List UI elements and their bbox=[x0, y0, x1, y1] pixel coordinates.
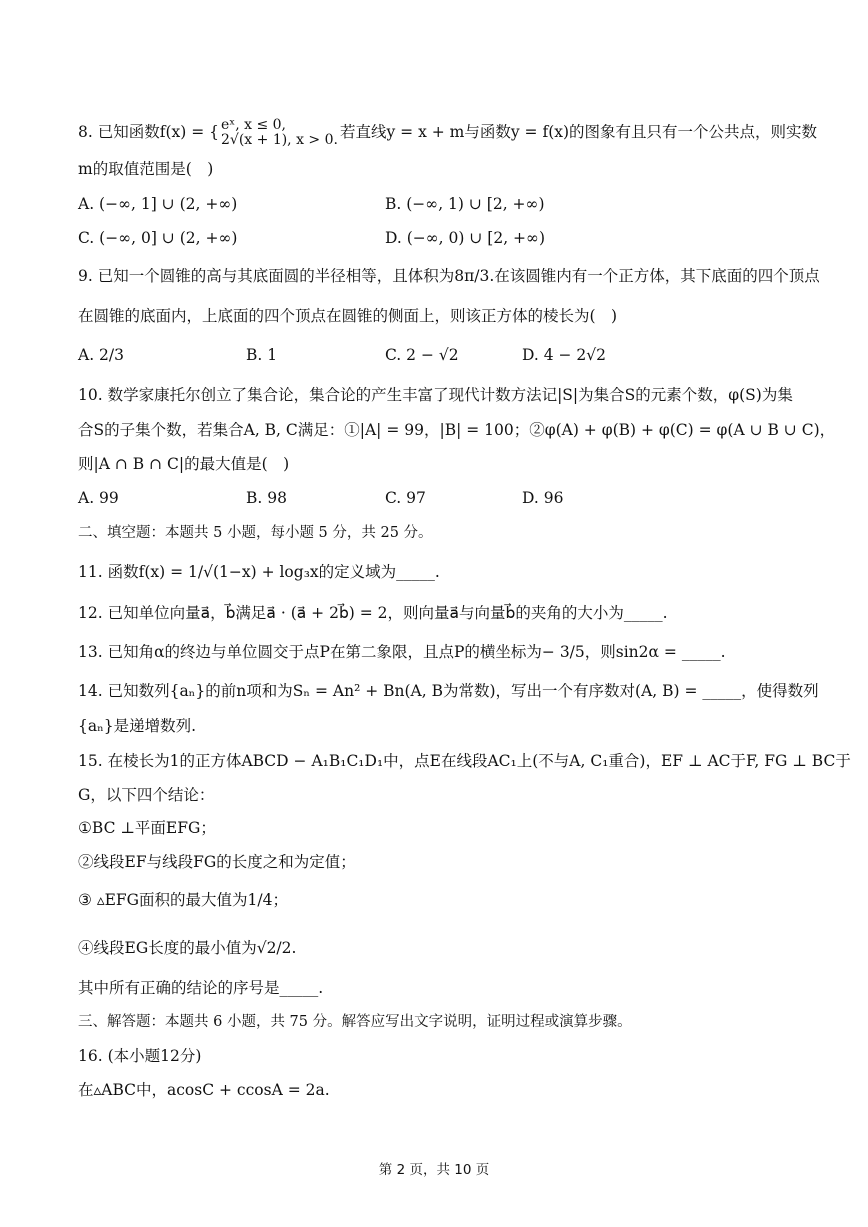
question-15-line-1: 15. 在棱长为1的正方体ABCD − A₁B₁C₁D₁中，点E在线段AC₁上(不与A, C₁重合)，EF ⊥ AC于F, FG ⊥ BC于 bbox=[78, 752, 851, 770]
q8-piecewise bbox=[221, 118, 338, 148]
question-12: 12. 已知单位向量a⃗，b⃗满足a⃗ · (a⃗ + 2b⃗) = 2，则向量a⃗与向量b⃗的夹角的大小为_____. bbox=[78, 604, 668, 622]
page-footer: 第 2 页，共 10 页 bbox=[378, 1162, 490, 1178]
q8-option-c: C. (−∞, 0] ∪ (2, +∞) bbox=[78, 229, 238, 247]
question-16-title: 16. (本小题12分) bbox=[78, 1047, 202, 1065]
question-10-line-1: 10. 数学家康托尔创立了集合论，集合论的产生丰富了现代计数方法记|S|为集合S的元素个数，φ(S)为集 bbox=[78, 386, 793, 404]
section-2-heading: 二、填空题：本题共 5 小题，每小题 5 分，共 25 分。 bbox=[78, 525, 433, 541]
q10-option-c: C. 97 bbox=[385, 489, 426, 507]
q9-option-a: A. 2/3 bbox=[78, 346, 124, 364]
question-16-line-1: 在▵ABC中，acosC + ccosA = 2a. bbox=[78, 1081, 330, 1099]
q8-option-d: D. (−∞, 0) ∪ [2, +∞) bbox=[385, 229, 545, 247]
q10-option-a: A. 99 bbox=[78, 489, 119, 507]
q8-piece-top: eˣ, x ≤ 0, bbox=[221, 117, 287, 133]
q15-conclusion-4: ④线段EG长度的最小值为√2/2. bbox=[78, 939, 297, 957]
q8-prefix: 8. 已知函数f(x) = { bbox=[78, 123, 219, 141]
q10-option-b: B. 98 bbox=[246, 489, 287, 507]
question-15-line-2: G，以下四个结论： bbox=[78, 786, 215, 804]
question-9-line-2: 在圆锥的底面内，上底面的四个顶点在圆锥的侧面上，则该正方体的棱长为( ) bbox=[78, 307, 618, 325]
q15-conclusion-2: ②线段EF与线段FG的长度之和为定值； bbox=[78, 853, 356, 871]
q8-suffix: 若直线y = x + m与函数y = f(x)的图象有且只有一个公共点，则实数 bbox=[339, 123, 818, 141]
question-11: 11. 函数f(x) = 1/√(1−x) + log₃x的定义域为_____. bbox=[78, 563, 440, 581]
q8-option-a: A. (−∞, 1] ∪ (2, +∞) bbox=[78, 195, 238, 213]
question-14-line-1: 14. 已知数列{aₙ}的前n项和为Sₙ = An² + Bn(A, B为常数)，写出一个有序数对(A, B) = _____，使得数列 bbox=[78, 682, 819, 700]
q8-option-b: B. (−∞, 1) ∪ [2, +∞) bbox=[385, 195, 545, 213]
q15-conclusion-1: ①BC ⊥平面EFG； bbox=[78, 819, 216, 837]
question-10-line-3: 则|A ∩ B ∩ C|的最大值是( ) bbox=[78, 455, 290, 473]
q9-option-d: D. 4 − 2√2 bbox=[522, 346, 607, 364]
q10-option-d: D. 96 bbox=[522, 489, 564, 507]
question-8-line-2: m的取值范围是( ) bbox=[78, 160, 214, 178]
q15-final-line: 其中所有正确的结论的序号是_____. bbox=[78, 979, 324, 997]
question-8-line-1 bbox=[78, 118, 817, 148]
question-14-line-2: {aₙ}是递增数列. bbox=[78, 717, 197, 735]
q15-conclusion-3: ③ ▵EFG面积的最大值为1/4； bbox=[78, 891, 288, 909]
question-13: 13. 已知角α的终边与单位圆交于点P在第二象限，且点P的横坐标为− 3/5，则sin2α = _____. bbox=[78, 643, 726, 661]
q9-option-b: B. 1 bbox=[246, 346, 278, 364]
section-3-heading: 三、解答题：本题共 6 小题，共 75 分。解答应写出文字说明，证明过程或演算步骤。 bbox=[78, 1014, 632, 1030]
question-10-line-2: 合S的子集个数，若集合A, B, C满足：①|A| = 99，|B| = 100；②φ(A) + φ(B) + φ(C) = φ(A ∪ B ∪ C)， bbox=[78, 421, 836, 439]
q9-option-c: C. 2 − √2 bbox=[385, 346, 459, 364]
question-9-line-1: 9. 已知一个圆锥的高与其底面圆的半径相等，且体积为8π/3.在该圆锥内有一个正方体，其下底面的四个顶点 bbox=[78, 267, 820, 285]
q8-piece-bottom: 2√(x + 1), x > 0. bbox=[221, 132, 338, 148]
